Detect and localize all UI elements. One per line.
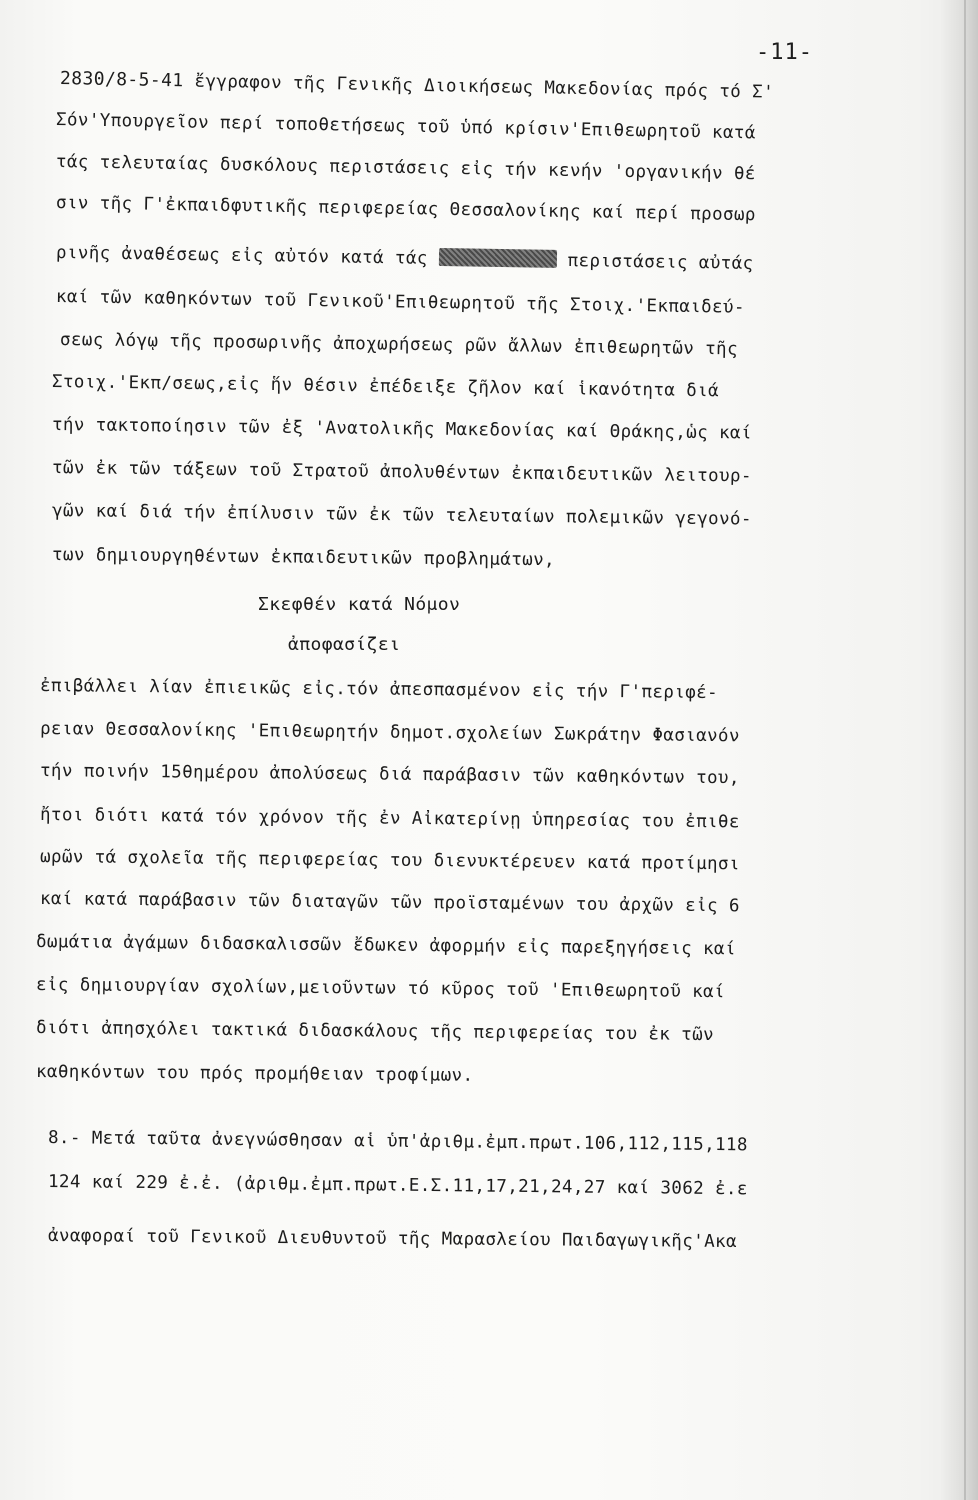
decision-line-1: ἐπιβάλλει λίαν ἐπιεικῶς εἰς.τόν ἀπεσπασμένον εἰς τήν Γ'περιφέ- [39, 676, 719, 704]
item8-line-3: ἀναφοραί τοῦ Γενικοῦ Διευθυντοῦ τῆς Μαρασλείου Παιδαγωγικῆς'Ακα [47, 1226, 738, 1253]
paragraph-line-9: τήν τακτοποίησιν τῶν ἐξ 'Ανατολικῆς Μακεδονίας καί Θράκης,ὡς καί [51, 415, 752, 444]
item8-line-1: 8.- Μετά ταῦτα ἀνεγνώσθησαν αἱ ὑπ'ἀριθμ.ἐμπ.πρωτ.106,112,115,118 [47, 1128, 748, 1156]
page-edge-shadow [940, 0, 978, 1500]
decision-line-4: ἤτοι διότι κατά τόν χρόνον τῆς ἐν Αἰκατερίνῃ ὑπηρεσίας του ἐπιθε [39, 805, 740, 833]
decision-line-8: εἰς δημιουργίαν σχολίων,μειοῦντων τό κῦρος τοῦ 'Επιθεωρητοῦ καί [35, 975, 726, 1003]
paragraph-line-5-before: ρινῆς ἀναθέσεως εἰς αὐτόν κατά τάς [55, 243, 428, 269]
paragraph-line-2: Σόν'Υπουργεῖον περί τοποθετήσεως τοῦ ὑπό κρίσιν'Επιθεωρητοῦ κατά [55, 110, 756, 144]
paragraph-line-7: σεως λόγῳ τῆς προσωρινῆς ἀποχωρήσεως ρῶν ἄλλων ἐπιθεωρητῶν τῆς [59, 330, 739, 360]
decision-line-2: ρειαν Θεσσαλονίκης 'Επιθεωρητήν δημοτ.σχολείων Σωκράτην Φασιανόν [39, 719, 740, 747]
page-edge-line [964, 0, 966, 1500]
decision-line-9: διότι ἀπησχόλει τακτικά διδασκάλους τῆς περιφερείας του ἐκ τῶν [35, 1018, 715, 1046]
paragraph-line-1 [60, 68, 774, 103]
document-reference: 2830/8-5-41 [59, 68, 184, 92]
decision-line-6: καί κατά παράβασιν τῶν διαταγῶν τῶν προϊσταμένων του ἀρχῶν εἰς 6 [39, 889, 740, 917]
decision-line-10: καθηκόντων του πρός προμήθειαν τροφίμων. [35, 1062, 474, 1086]
decision-line-7: δωμάτια ἀγάμων διδασκαλισσῶν ἔδωκεν ἀφορμήν εἰς παρεξηγήσεις καί [35, 932, 736, 960]
paragraph-line-5 [56, 242, 754, 274]
struck-out-word [439, 248, 557, 268]
item8-line-2: 124 καί 229 ἐ.ἐ. (ἀριθμ.ἐμπ.πρωτ.Ε.Σ.11,17,21,24,27 καί 3062 ἐ.ε [47, 1172, 748, 1200]
decision-line-3: τήν ποινήν 15θημέρου ἀπολύσεως διά παράβασιν τῶν καθηκόντων του, [39, 761, 740, 789]
decision-line-5: ωρῶν τά σχολεῖα τῆς περιφερείας του διενυκτέρευεν κατά προτίμησι [39, 847, 740, 875]
paragraph-line-3: τάς τελευταίας δυσκόλους περιστάσεις εἰς τήν κενήν 'οργανικήν θέ [55, 152, 756, 185]
paragraph-line-8: Στοιχ.'Εκπ/σεως,εἰς ἥν θέσιν ἐπέδειξε ζῆλον καί ἱκανότητα διά [51, 372, 720, 402]
paragraph-line-10: τῶν ἐκ τῶν τάξεων τοῦ Στρατοῦ ἀπολυθέντων ἐκπαιδευτικῶν λειτουρ- [51, 458, 752, 487]
paragraph-line-4: σιν τῆς Γ'ἐκπαιδφυτικῆς περιφερείας Θεσσαλονίκης καί περί προσωρ [55, 193, 756, 226]
paragraph-line-11: γῶν καί διά τήν ἐπίλυσιν τῶν ἐκ τῶν τελευταίων πολεμικῶν γεγονό- [51, 501, 752, 530]
paragraph-line-1-text: ἔγγραφον τῆς Γενικῆς Διοικήσεως Μακεδονίας πρός τό Σ' [194, 71, 775, 103]
paragraph-line-6: καί τῶν καθηκόντων τοῦ Γενικοῦ'Επιθεωρητοῦ τῆς Στοιχ.'Εκπαιδεύ- [55, 287, 746, 318]
page-number: -11- [756, 40, 813, 65]
paragraph-line-12: των δημιουργηθέντων ἐκπαιδευτικῶν προβλημάτων, [51, 545, 556, 571]
heading-considered: Σκεφθέν κατά Νόμον [258, 594, 461, 615]
paragraph-line-5-after: περιστάσεις αὐτάς [567, 251, 754, 274]
heading-decides: ἀποφασίζει [288, 634, 401, 655]
